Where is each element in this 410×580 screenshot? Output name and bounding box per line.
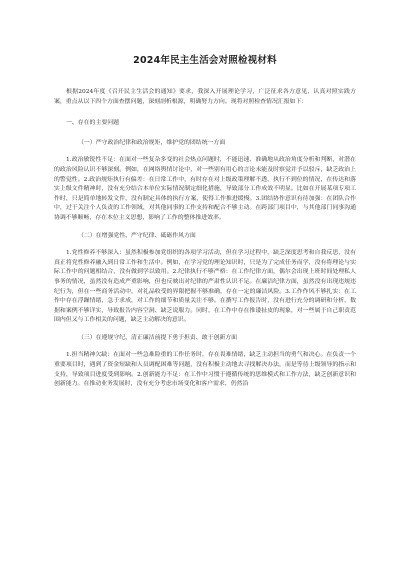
- subsection-heading-party-spirit: （二）在增强党性、严守纪律、砥砺作风方面: [78, 232, 196, 239]
- subsection-heading-political-discipline: （一）严守政治纪律和政治规矩，维护党的团结统一方面: [78, 139, 226, 146]
- subsection-paragraph-party-spirit: 1.党性修养不够深入：虽然积极参加党组织的各项学习活动，但在学习过程中，缺乏深度思考和自我反思，没有真正将党性修养融入到日常工作和生活中。例如，在学习党的理论知识时，只是为了完成任务而学，没有将理论与实际工作中的问题相结合，没有做到学以致用。2.纪律执行不够严格：在工作纪律方面，偶尔会出现上班时间处理私人事务的情况，虽然没有造成严重影响，但也反映出对纪律的严肃性认识不足。在廉洁纪律方面，虽然没有出现违规违纪行为，但在一些商务活动中，对礼品收受的界限把握不够准确，存在一定的廉洁风险。3.工作作风不够扎实：在工作中存在浮躁情绪，急于求成，对工作的细节和质量关注不够。在撰写工作报告时，没有进行充分的调研和分析，数据和案例不够详实，导致报告内容空洞、缺乏说服力。同时，在工作中存在推诿扯皮的现象，对一些属于自己职责范围内但又与工作相关的问题，缺乏主动解决的意识。: [54, 250, 356, 324]
- section-heading-problems: 一、存在的主要问题: [66, 120, 120, 127]
- document-title: 2024年民主生活会对照检视材料: [133, 55, 277, 66]
- document-body: [54, 88, 356, 390]
- intro-paragraph: 根据2024年度《召开民主生活会的通知》要求，我深入开展理论学习，广泛征求各方意见，认真对照实践方案，重点从以下四个方面查摆问题，深刻剖析根源，明确努力方向。现将对照检查情况汇报如下：: [54, 89, 356, 105]
- subsection-heading-responsibility-innovation: （三）在遵规守纪、清正廉洁前提下勇于担责、敢于创新方面: [78, 334, 238, 341]
- subsection-paragraph-political-discipline: 1.政治敏锐性不足：在面对一些复杂多变的社会热点问题时，不能迅速、准确地从政治角度分析和判断，对潜在的政治风险认识不够深刻。例如，在网络舆情讨论中，对一些别有用心的言论未能及时察觉并予以驳斥，缺乏政治上的警觉性。2.政治规矩执行有偏差：在日常工作中，有时存在对上级政策理解不透，执行不到位的情况，在传达和落实上级文件精神时，没有充分结合本单位实际情况制定细化措施，导致部分工作成效不明显。比如在开展某项专项工作时，只是简单地转发文件，没有制定具体的执行方案，使得工作推进缓慢。3.团结协作意识有待加强：在团队合作中，过于关注个人负责的工作领域，对其他同事的工作支持和配合不够主动。在跨部门项目中，与其他部门同事沟通协调不够顺畅，存在本位主义思想，影响了工作的整体推进效率。: [54, 157, 356, 221]
- subsection-paragraph-responsibility-innovation: 1.担当精神欠缺：在面对一些急难险重的工作任务时，存在畏难情绪，缺乏主动担当的勇气和决心。在负责一个重要项目时，遇到了资金短缺和人员调配困难等问题，没有积极主动地去寻找解决办法，而是等待上级领导的指示和支持，导致项目进度受到影响。2.创新能力不足：在工作中习惯于遵循传统的思维模式和工作方法，缺乏创新意识和创新能力。在推动业务发展时，没有充分考虑市场变化和客户需求，仍然沿: [54, 352, 356, 388]
